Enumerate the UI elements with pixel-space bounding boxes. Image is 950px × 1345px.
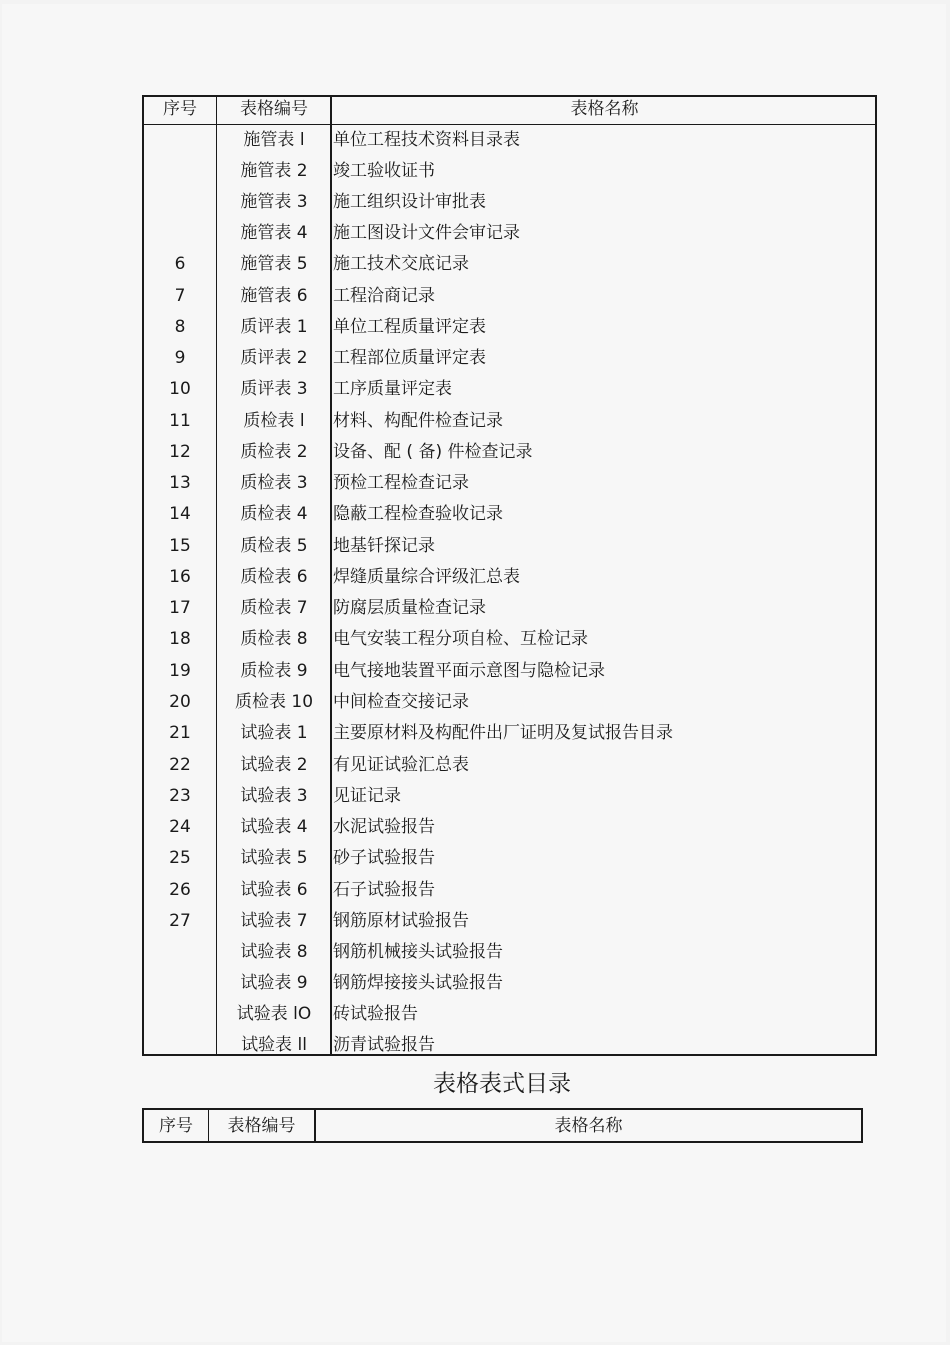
header-seq: 序号: [159, 1116, 193, 1136]
row-code: 施管表 5: [240, 254, 308, 274]
row-code: 施管表 6: [240, 286, 308, 306]
table-row: [144, 312, 875, 343]
table-row: [144, 999, 875, 1030]
header-name: 表格名称: [570, 99, 639, 119]
table-row: [144, 468, 875, 499]
row-code: 试验表 7: [240, 911, 308, 931]
table-row: [144, 937, 875, 968]
row-code: 质检表 8: [240, 629, 308, 649]
row-name: 水泥试验报告: [333, 817, 435, 837]
row-code: 试验表 1: [240, 723, 308, 743]
table-row: [144, 499, 875, 530]
row-code: 施管表 2: [240, 161, 308, 181]
row-code: 试验表 ll: [241, 1035, 307, 1055]
table-row: [144, 249, 875, 280]
row-name: 见证记录: [333, 786, 401, 806]
forms-index-table-continued: [142, 1108, 863, 1143]
row-seq: 15: [169, 536, 191, 556]
forms-index-table: [142, 95, 877, 1056]
row-name: 砂子试验报告: [333, 848, 435, 868]
table-row: [144, 781, 875, 812]
row-seq: 6: [174, 254, 186, 274]
table-row: [144, 187, 875, 218]
table-row: [144, 968, 875, 999]
row-code: 质检表 4: [240, 504, 308, 524]
table-row: [144, 687, 875, 718]
table-row: [144, 656, 875, 687]
row-name: 防腐层质量检查记录: [333, 598, 486, 618]
row-name: 电气安装工程分项自检、互检记录: [333, 629, 588, 649]
row-name: 焊缝质量综合评级汇总表: [333, 567, 520, 587]
row-code: 施管表 l: [243, 130, 305, 150]
row-seq: 26: [169, 880, 191, 900]
row-name: 单位工程质量评定表: [333, 317, 486, 337]
row-seq: 7: [174, 286, 186, 306]
row-name: 预检工程检查记录: [333, 473, 469, 493]
table-row: [144, 875, 875, 906]
table-row: [144, 624, 875, 655]
row-seq: 20: [169, 692, 191, 712]
row-name: 石子试验报告: [333, 880, 435, 900]
table-row: [144, 906, 875, 937]
row-name: 施工组织设计审批表: [333, 192, 486, 212]
table-row: [144, 281, 875, 312]
row-name: 材料、构配件检查记录: [333, 411, 503, 431]
row-seq: 21: [169, 723, 191, 743]
table-row: [144, 812, 875, 843]
table-row: [144, 406, 875, 437]
row-seq: 12: [169, 442, 191, 462]
table-row: [144, 156, 875, 187]
row-seq: 27: [169, 911, 191, 931]
row-name: 竣工验收证书: [333, 161, 435, 181]
table-row: [144, 218, 875, 249]
table-row: [144, 750, 875, 781]
table-row: [144, 531, 875, 562]
row-code: 质检表 2: [240, 442, 308, 462]
header-code: 表格编号: [240, 99, 308, 119]
row-name: 地基钎探记录: [333, 536, 435, 556]
row-code: 施管表 4: [240, 223, 308, 243]
row-code: 试验表 5: [240, 848, 308, 868]
row-seq: 11: [169, 411, 191, 431]
row-name: 设备、配 ( 备) 件检查记录: [333, 442, 533, 462]
table-row: [144, 562, 875, 593]
row-name: 沥青试验报告: [333, 1035, 435, 1055]
table-row: [144, 593, 875, 624]
row-code: 质检表 9: [240, 661, 308, 681]
row-seq: 10: [169, 379, 191, 399]
row-name: 钢筋原材试验报告: [333, 911, 469, 931]
row-name: 主要原材料及构配件出厂证明及复试报告目录: [333, 723, 673, 743]
header-seq: 序号: [163, 99, 197, 119]
row-code: 试验表 2: [240, 755, 308, 775]
row-code: 试验表 6: [240, 880, 308, 900]
header-name: 表格名称: [554, 1116, 623, 1136]
row-seq: 16: [169, 567, 191, 587]
row-name: 有见证试验汇总表: [333, 755, 469, 775]
row-code: 施管表 3: [240, 192, 308, 212]
row-name: 工程洽商记录: [333, 286, 435, 306]
row-name: 砖试验报告: [333, 1004, 418, 1024]
row-name: 单位工程技术资料目录表: [333, 130, 520, 150]
row-seq: 18: [169, 629, 191, 649]
row-name: 隐蔽工程检查验收记录: [333, 504, 503, 524]
row-seq: 24: [169, 817, 191, 837]
row-name: 钢筋焊接接头试验报告: [333, 973, 503, 993]
row-seq: 17: [169, 598, 191, 618]
row-name: 钢筋机械接头试验报告: [333, 942, 503, 962]
row-code: 质检表 6: [240, 567, 308, 587]
row-code: 质评表 3: [240, 379, 308, 399]
row-seq: 13: [169, 473, 191, 493]
row-code: 试验表 8: [240, 942, 308, 962]
row-code: 质检表 3: [240, 473, 308, 493]
row-name: 中间检查交接记录: [333, 692, 469, 712]
row-code: 试验表 lO: [236, 1004, 312, 1024]
row-seq: 19: [169, 661, 191, 681]
row-seq: 14: [169, 504, 191, 524]
row-code: 质检表 10: [234, 692, 314, 712]
section-title: 表格表式目录: [433, 1071, 571, 1097]
row-seq: 9: [174, 348, 186, 368]
table-header-row: [144, 97, 875, 125]
row-name: 施工技术交底记录: [333, 254, 469, 274]
table-row: [144, 1030, 875, 1061]
row-code: 质检表 7: [240, 598, 308, 618]
row-seq: 23: [169, 786, 191, 806]
row-name: 施工图设计文件会审记录: [333, 223, 520, 243]
header-code: 表格编号: [227, 1116, 296, 1136]
table-row: [144, 843, 875, 874]
row-name: 工序质量评定表: [333, 379, 452, 399]
table-row: [144, 343, 875, 374]
row-code: 质检表 l: [243, 411, 305, 431]
row-code: 质评表 2: [240, 348, 308, 368]
table-row: [144, 125, 875, 156]
row-code: 质检表 5: [240, 536, 308, 556]
row-name: 工程部位质量评定表: [333, 348, 486, 368]
row-seq: 8: [174, 317, 186, 337]
table-row: [144, 374, 875, 405]
row-code: 试验表 3: [240, 786, 308, 806]
table-row: [144, 437, 875, 468]
row-code: 试验表 4: [240, 817, 308, 837]
row-name: 电气接地装置平面示意图与隐检记录: [333, 661, 605, 681]
row-code: 质评表 1: [240, 317, 308, 337]
row-seq: 22: [169, 755, 191, 775]
table-row: [144, 718, 875, 749]
row-seq: 25: [169, 848, 191, 868]
row-code: 试验表 9: [240, 973, 308, 993]
